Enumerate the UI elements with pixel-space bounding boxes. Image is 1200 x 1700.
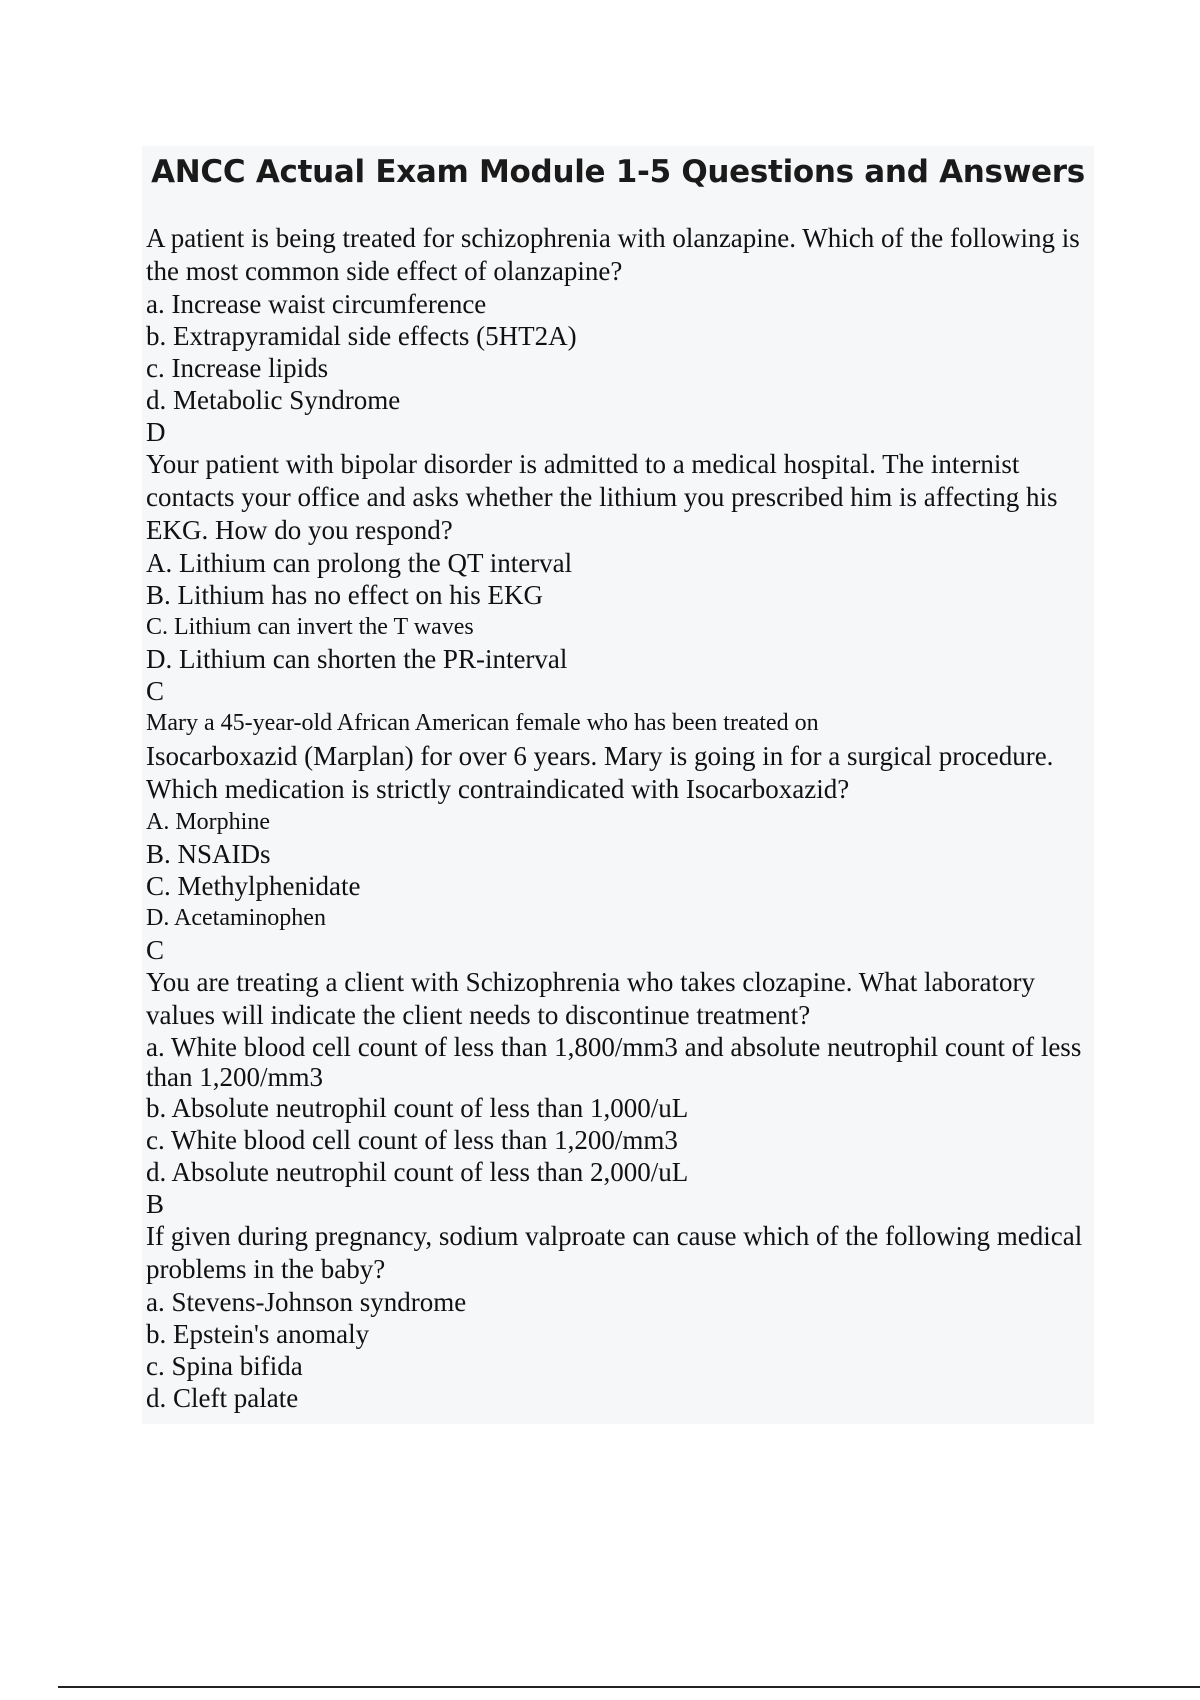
answer-option: b. Epstein's anomaly: [146, 1319, 370, 1349]
correct-answer: C: [146, 676, 165, 706]
question-text: You are treating a client with Schizophrenia who takes clozapine. What laboratory values will indicate the client needs to discontinue treatment?: [146, 967, 1035, 1030]
answer-option: D. Lithium can shorten the PR-interval: [146, 644, 568, 674]
answer-option: C. Methylphenidate: [146, 871, 361, 901]
answer-option: d. Absolute neutrophil count of less than 2,000/uL: [146, 1157, 689, 1187]
answer-option: A. Morphine: [146, 809, 270, 835]
answer-option: c. Spina bifida: [146, 1351, 303, 1381]
answer-option: a. Increase waist circumference: [146, 289, 487, 319]
document-title: ANCC Actual Exam Module 1-5 Questions and Answers: [151, 154, 1085, 190]
answer-option: a. Stevens-Johnson syndrome: [146, 1287, 467, 1317]
answer-option: d. Cleft palate: [146, 1383, 299, 1413]
answer-option: d. Metabolic Syndrome: [146, 385, 401, 415]
answer-option: c. White blood cell count of less than 1,200/mm3: [146, 1125, 678, 1155]
answer-option: c. Increase lipids: [146, 353, 329, 383]
content-area: [142, 146, 1094, 1424]
answer-option: B. NSAIDs: [146, 839, 271, 869]
question-text: Your patient with bipolar disorder is admitted to a medical hospital. The internist contacts your office and asks whether the lithium you prescribed him is affecting his EKG. How do you respond?: [146, 449, 1058, 545]
correct-answer: B: [146, 1189, 165, 1219]
question-text: If given during pregnancy, sodium valproate can cause which of the following medical problems in the baby?: [146, 1221, 1083, 1284]
question-block: [146, 222, 1090, 448]
question-block: [146, 966, 1090, 1220]
answer-option: D. Acetaminophen: [146, 905, 326, 931]
answer-option: A. Lithium can prolong the QT interval: [146, 548, 573, 578]
question-text: Isocarboxazid (Marplan) for over 6 years. Mary is going in for a surgical procedure. Which medication is strictly contraindicated with Isocarboxazid?: [146, 741, 1054, 804]
answer-option: b. Extrapyramidal side effects (5HT2A): [146, 321, 577, 351]
answer-option: C. Lithium can invert the T waves: [146, 614, 474, 640]
answer-option: b. Absolute neutrophil count of less than 1,000/uL: [146, 1093, 689, 1123]
answer-option: B. Lithium has no effect on his EKG: [146, 580, 543, 610]
correct-answer: C: [146, 935, 165, 965]
question-text-line: Mary a 45-year-old African American female who has been treated on: [146, 710, 819, 736]
footer-divider: [58, 1686, 1200, 1688]
question-block: [146, 707, 1090, 966]
question-block: [146, 1220, 1090, 1414]
correct-answer: D: [146, 417, 166, 447]
question-block: [146, 448, 1090, 707]
question-list: [146, 222, 1090, 1414]
question-text: A patient is being treated for schizophrenia with olanzapine. Which of the following is the most common side effect of olanzapine?: [146, 223, 1080, 286]
answer-option: a. White blood cell count of less than 1,800/mm3 and absolute neutrophil count of less than 1,200/mm3: [146, 1032, 1082, 1092]
